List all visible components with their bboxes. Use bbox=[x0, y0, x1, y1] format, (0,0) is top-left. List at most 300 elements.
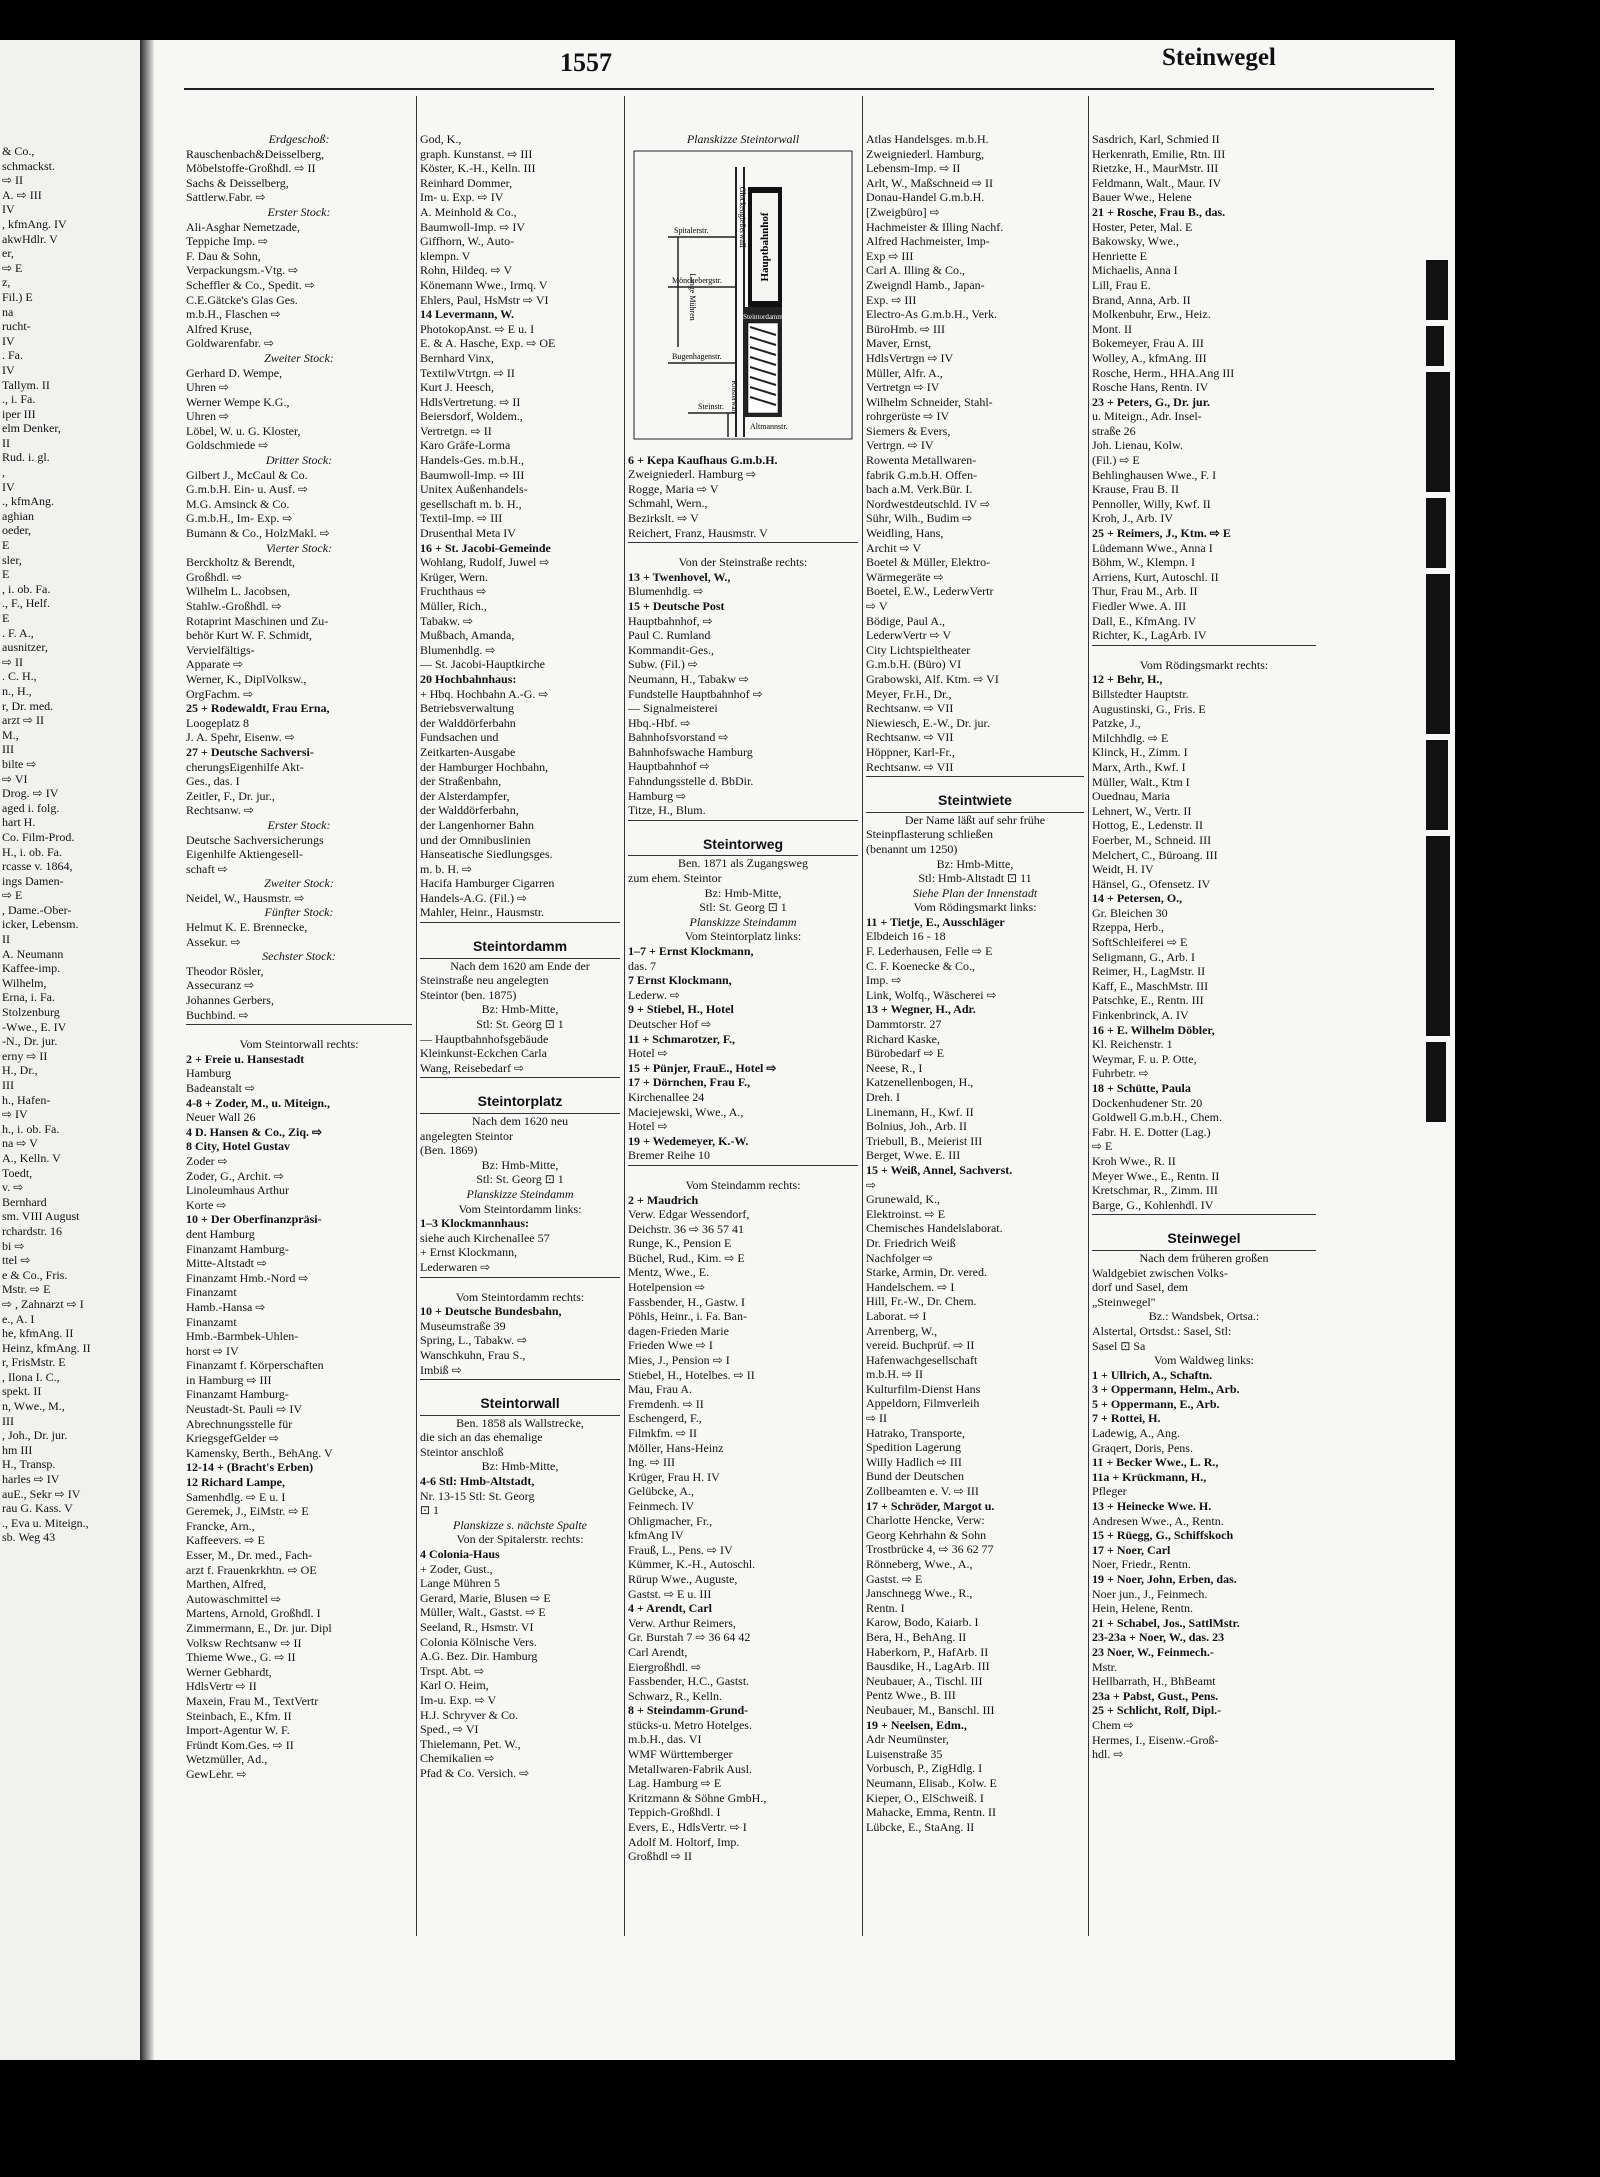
previous-page-line: Rud. i. gl. bbox=[2, 450, 50, 465]
directory-entry: Import-Agentur W. F. bbox=[186, 1723, 290, 1738]
directory-entry: gesellschaft m. b. H., bbox=[420, 496, 522, 511]
directory-entry: 11 + Tietje, E., Ausschläger bbox=[866, 914, 1005, 929]
directory-entry: Rietzke, H., MaurMstr. III bbox=[1092, 161, 1219, 176]
previous-page-line: E bbox=[2, 538, 10, 553]
directory-entry: Büchel, Rud., Kim. ⇨ E bbox=[628, 1250, 745, 1265]
directory-entry: Trostbrücke 4, ⇨ 36 62 77 bbox=[866, 1542, 994, 1557]
previous-page-line: ausnitzer, bbox=[2, 640, 48, 655]
street-heading: Steintorwall bbox=[420, 1392, 620, 1416]
directory-entry: Titze, H., Blum. bbox=[628, 803, 706, 818]
directory-entry: Theodor Rösler, bbox=[186, 963, 264, 978]
previous-page-line: M., bbox=[2, 727, 19, 742]
directory-entry: Reichert, Franz, Hausmstr. V bbox=[628, 525, 768, 540]
previous-page-line: H., i. ob. Fa. bbox=[2, 844, 62, 859]
directory-entry: Gastst. ⇨ E bbox=[866, 1571, 923, 1586]
directory-entry: Schmahl, Wern., bbox=[628, 496, 708, 511]
previous-page-line: ttel ⇨ bbox=[2, 1253, 31, 1268]
scan-border-top bbox=[0, 0, 1455, 40]
directory-entry: Loogeplatz 8 bbox=[186, 715, 249, 730]
directory-entry: Laborat. ⇨ I bbox=[866, 1308, 927, 1323]
directory-entry: Metallwaren-Fabrik Ausl. bbox=[628, 1761, 752, 1776]
directory-entry: 12 + Behr, H., bbox=[1092, 672, 1163, 687]
previous-page-line: sm. VIII August bbox=[2, 1209, 80, 1224]
directory-entry: Barge, G., Kohlenhdl. IV bbox=[1092, 1197, 1214, 1212]
directory-entry: Kretschmar, R., Zimm. III bbox=[1092, 1183, 1218, 1198]
directory-entry: Grunewald, K., bbox=[866, 1192, 940, 1207]
directory-entry: 8 + Steindamm-Grund- bbox=[628, 1703, 749, 1718]
directory-entry: Hellbarrath, H., BhBeamt bbox=[1092, 1674, 1216, 1689]
directory-entry: Patschke, E., Rentn. III bbox=[1092, 993, 1204, 1008]
directory-entry: Bezirkslt. ⇨ V bbox=[628, 510, 699, 525]
directory-entry: arzt f. Frauenkrkhtn. ⇨ OE bbox=[186, 1562, 317, 1577]
previous-page-line: Toedt, bbox=[2, 1165, 33, 1180]
directory-entry: 1 + Ullrich, A., Schaftn. bbox=[1092, 1367, 1213, 1382]
directory-entry: Bz.: Wandsbek, Ortsa.: bbox=[1148, 1309, 1260, 1324]
previous-page-line: III bbox=[2, 742, 14, 757]
directory-entry: Vom Steintorwall rechts: bbox=[239, 1037, 359, 1052]
section-rule bbox=[628, 820, 858, 831]
directory-entry: Weymar, F. u. P. Otte, bbox=[1092, 1051, 1197, 1066]
previous-page-line: iper III bbox=[2, 406, 36, 421]
directory-entry: Gelübcke, A., bbox=[628, 1484, 694, 1499]
directory-entry: 12-14 + (Bracht's Erben) bbox=[186, 1460, 314, 1475]
directory-entry: Krüger, Frau H. IV bbox=[628, 1469, 720, 1484]
directory-entry: m. b. H. ⇨ bbox=[420, 861, 473, 876]
directory-entry: 23 Noer, W., Feinmech.- bbox=[1092, 1644, 1214, 1659]
directory-entry: Gr. Bleichen 30 bbox=[1092, 905, 1168, 920]
directory-entry: Finanzamt bbox=[186, 1285, 237, 1300]
directory-entry: Neumann, Elisab., Kolw. E bbox=[866, 1775, 997, 1790]
directory-entry: Assecuranz ⇨ bbox=[186, 978, 255, 993]
directory-entry: Sechster Stock: bbox=[262, 949, 336, 964]
directory-entry: (benannt um 1250) bbox=[866, 841, 958, 856]
directory-entry: 25 + Reimers, J., Ktm. ⇨ E bbox=[1092, 526, 1231, 541]
directory-entry: Pöhls, Heinr., i. Fa. Ban- bbox=[628, 1309, 747, 1324]
directory-entry: 21 + Schabel, Jos., SattlMstr. bbox=[1092, 1615, 1240, 1630]
directory-entry: Kieper, O., ElSchweiß. I bbox=[866, 1790, 984, 1805]
directory-entry: Ohligmacher, Fr., bbox=[628, 1513, 713, 1528]
directory-entry: Vom Steintordamm rechts: bbox=[455, 1289, 585, 1304]
directory-entry: Wang, Reisebedarf ⇨ bbox=[420, 1060, 525, 1075]
directory-entry: Planskizze s. nächste Spalte bbox=[453, 1517, 587, 1532]
previous-page-line: he, kfmAng. II bbox=[2, 1326, 74, 1341]
directory-entry: Bahnhofsvorstand ⇨ bbox=[628, 730, 729, 745]
directory-entry: Brand, Anna, Arb. II bbox=[1092, 292, 1191, 307]
directory-entry: Wanschkuhn, Frau S., bbox=[420, 1347, 526, 1362]
directory-entry: Wohlang, Rudolf, Juwel ⇨ bbox=[420, 555, 550, 570]
directory-entry: Teppiche Imp. ⇨ bbox=[186, 234, 269, 249]
previous-page-line: v. ⇨ bbox=[2, 1180, 24, 1195]
directory-entry: Ladewig, A., Ang. bbox=[1092, 1426, 1180, 1441]
directory-entry: Melchert, C., Büroang. III bbox=[1092, 847, 1218, 862]
directory-entry: 6 + Kepa Kaufhaus G.m.b.H. bbox=[628, 452, 778, 467]
directory-entry: Seligmann, G., Arb. I bbox=[1092, 949, 1195, 964]
directory-entry: 18 + Schütte, Paula bbox=[1092, 1081, 1191, 1095]
previous-page-line: , Dame.-Ober- bbox=[2, 902, 72, 917]
directory-entry: Rosche Hans, Rentn. IV bbox=[1092, 380, 1209, 395]
directory-entry: behör Kurt W. F. Schmidt, bbox=[186, 628, 313, 643]
street-heading: Steintordamm bbox=[420, 935, 620, 959]
directory-entry: Boetel & Müller, Elektro- bbox=[866, 555, 991, 570]
previous-page-line: E bbox=[2, 567, 10, 582]
directory-entry: Hotel ⇨ bbox=[628, 1046, 668, 1061]
directory-entry: 21 + Rosche, Frau B., das. bbox=[1092, 204, 1226, 219]
previous-page-line: ⇨ E bbox=[2, 260, 23, 275]
directory-entry: 2 + Freie u. Hansestadt bbox=[186, 1051, 305, 1066]
previous-page-line: arzt ⇨ II bbox=[2, 713, 45, 728]
directory-entry: 8 City, Hotel Gustav bbox=[186, 1139, 290, 1154]
previous-page-line: ings Damen- bbox=[2, 873, 64, 888]
directory-entry: Textil-Imp. ⇨ III bbox=[420, 511, 503, 526]
directory-entry: Katzenellenbogen, H., bbox=[866, 1075, 974, 1090]
directory-entry: Paul C. Rumland bbox=[628, 628, 711, 643]
directory-entry: Kroh, J., Arb. IV bbox=[1092, 511, 1173, 526]
directory-entry: Kl. Reichenstr. 1 bbox=[1092, 1037, 1173, 1052]
directory-entry: Zollbeamten e. V. ⇨ III bbox=[866, 1484, 979, 1499]
directory-entry: 1–7 + Ernst Klockmann, bbox=[628, 944, 754, 958]
directory-entry: 10 + Deutsche Bundesbahn, bbox=[420, 1304, 562, 1319]
previous-page-line: ., F., Helf. bbox=[2, 596, 51, 611]
directory-entry: Thielemann, Pet. W., bbox=[420, 1736, 521, 1751]
section-rule bbox=[186, 1024, 412, 1035]
directory-entry: Wilhelm Schneider, Stahl- bbox=[866, 394, 993, 409]
directory-entry: vereid. Buchprüf. ⇨ II bbox=[866, 1338, 975, 1353]
directory-entry: Maver, Ernst, bbox=[866, 336, 932, 351]
directory-entry: Lag. Hamburg ⇨ E bbox=[628, 1776, 722, 1791]
directory-entry: Im- u. Exp. ⇨ IV bbox=[420, 190, 504, 205]
directory-entry: Mies, J., Pension ⇨ I bbox=[628, 1353, 730, 1368]
directory-entry: Pentz Wwe., B. III bbox=[866, 1688, 956, 1703]
directory-entry: Kritzmann & Söhne GmbH., bbox=[628, 1790, 767, 1805]
directory-entry: das. 7 bbox=[628, 958, 656, 973]
directory-entry: Nordwestdeutschld. IV ⇨ bbox=[866, 496, 991, 511]
directory-entry: A.G. Bez. Dir. Hamburg bbox=[420, 1649, 538, 1664]
directory-entry: Im-u. Exp. ⇨ V bbox=[420, 1692, 497, 1707]
previous-page-line: III bbox=[2, 1413, 14, 1428]
directory-entry: ⇨ bbox=[866, 1177, 877, 1192]
directory-entry: Bz: Hmb-Mitte, bbox=[936, 856, 1014, 871]
previous-page-line: II bbox=[2, 932, 10, 947]
section-rule bbox=[420, 1379, 620, 1390]
directory-entry: fabrik G.m.b.H. Offen- bbox=[866, 467, 978, 482]
previous-page-line: oeder, bbox=[2, 523, 32, 538]
directory-entry: A. Meinhold & Co., bbox=[420, 204, 517, 219]
directory-entry: Gerhard D. Wempe, bbox=[186, 365, 283, 380]
directory-entry: Abrechnungsstelle für bbox=[186, 1416, 293, 1431]
previous-page-line: Tallym. II bbox=[2, 377, 50, 392]
directory-entry: Graqert, Doris, Pens. bbox=[1092, 1440, 1193, 1455]
map-label-steintordamm: Steintordamm bbox=[743, 312, 783, 321]
directory-entry: Vertretgn ⇨ IV bbox=[866, 380, 940, 395]
directory-entry: Fuhrbetr. ⇨ bbox=[1092, 1066, 1149, 1081]
directory-entry: Dammtorstr. 27 bbox=[866, 1017, 942, 1032]
directory-entry: Stahlw.-Großhdl. ⇨ bbox=[186, 599, 282, 613]
directory-entry: Fiedler Wwe. A. III bbox=[1092, 599, 1187, 613]
street-heading: Steintorweg bbox=[628, 833, 858, 857]
directory-entry: Finkenbrinck, A. IV bbox=[1092, 1008, 1189, 1023]
directory-entry: Der Name läßt auf sehr frühe bbox=[904, 812, 1046, 827]
directory-entry: Verpackungsm.-Vtg. ⇨ bbox=[186, 263, 299, 278]
directory-entry: Augustinski, G., Fris. E bbox=[1092, 701, 1206, 716]
directory-entry: Thur, Frau M., Arb. II bbox=[1092, 584, 1198, 599]
directory-entry: Hänsel, G., Ofensetz. IV bbox=[1092, 876, 1211, 891]
directory-entry: Arriens, Kurt, Autoschl. II bbox=[1092, 569, 1219, 584]
directory-entry: C. F. Koenecke & Co., bbox=[866, 958, 976, 973]
directory-entry: [Zweigbüro] ⇨ bbox=[866, 204, 940, 219]
previous-page-line: e., A. I bbox=[2, 1311, 35, 1326]
previous-page-line: -Wwe., E. IV bbox=[2, 1019, 67, 1034]
directory-entry: in Hamburg ⇨ III bbox=[186, 1372, 272, 1387]
directory-entry: Verw. Arthur Reimers, bbox=[628, 1615, 736, 1630]
directory-entry: Erdgeschoß: bbox=[268, 132, 330, 146]
directory-entry: Museumstraße 39 bbox=[420, 1318, 506, 1333]
previous-page-line: e & Co., Fris. bbox=[2, 1267, 68, 1282]
directory-entry: Rechtsanw. ⇨ VII bbox=[866, 730, 954, 745]
directory-entry: Fruchthaus ⇨ bbox=[420, 584, 487, 599]
directory-entry: Haberkorn, P., HafArb. II bbox=[866, 1644, 989, 1659]
directory-entry: Stl: Hmb-Altstadt ⊡ 11 bbox=[918, 871, 1032, 886]
directory-entry: Sachs & Deisselberg, bbox=[186, 175, 289, 190]
directory-entry: Sasel ⊡ Sa bbox=[1092, 1338, 1146, 1353]
directory-entry: Willy Hadlich ⇨ III bbox=[866, 1454, 962, 1469]
directory-entry: Mußbach, Amanda, bbox=[420, 628, 515, 643]
directory-entry: Electro-As G.m.b.H., Verk. bbox=[866, 307, 998, 322]
previous-page-line: n., H., bbox=[2, 683, 32, 698]
directory-entry: 23a + Pabst, Gust., Pens. bbox=[1092, 1688, 1219, 1703]
directory-entry: 4 + Arendt, Carl bbox=[628, 1601, 712, 1616]
directory-entry: 4-6 Stl: Hmb-Altstadt, bbox=[420, 1474, 535, 1489]
previous-page-line: harles ⇨ IV bbox=[2, 1472, 60, 1487]
previous-page-line: A., Kelln. V bbox=[2, 1150, 61, 1165]
directory-entry: Neumann, H., Tabakw ⇨ bbox=[628, 671, 749, 686]
directory-entry: 15 + Deutsche Post bbox=[628, 598, 725, 613]
directory-entry: Nach dem 1620 neu bbox=[471, 1114, 569, 1128]
directory-entry: Fassbender, H., Gastw. I bbox=[628, 1294, 746, 1309]
directory-entry: Kurt J. Heesch, bbox=[420, 380, 494, 395]
directory-entry: Planskizze Steindamm bbox=[466, 1186, 574, 1201]
previous-page-line: rchardstr. 16 bbox=[2, 1223, 62, 1238]
directory-entry: Verw. Edgar Wessendorf, bbox=[628, 1207, 750, 1222]
previous-page-line: & Co., bbox=[2, 144, 35, 158]
directory-entry: Vom Steindamm rechts: bbox=[685, 1177, 801, 1192]
directory-entry: Rönneberg, Wwe., A., bbox=[866, 1557, 973, 1571]
map-label-altmannstr: Altmannstr. bbox=[750, 421, 788, 431]
directory-entry: Hottog, E., Ledenstr. II bbox=[1092, 818, 1203, 833]
directory-entry: Sattlerw.Fabr. ⇨ bbox=[186, 190, 266, 205]
previous-page-line: A. Neumann bbox=[2, 946, 64, 961]
directory-entry: Carl Arendt, bbox=[628, 1644, 688, 1659]
column-3-text bbox=[628, 453, 858, 1864]
previous-page-line: , Ilona I. C., bbox=[2, 1369, 60, 1384]
directory-entry: Mstr. bbox=[1092, 1659, 1118, 1674]
directory-entry: Stl: St. Georg ⊡ 1 bbox=[699, 900, 787, 915]
column-divider bbox=[416, 96, 417, 1936]
directory-entry: Wärmegeräte ⇨ bbox=[866, 569, 944, 584]
directory-entry: Möbelstoffe-Großhdl. ⇨ II bbox=[186, 161, 316, 176]
previous-page-line: ⇨ E bbox=[2, 888, 23, 903]
directory-entry: siehe auch Kirchenallee 57 bbox=[420, 1230, 550, 1245]
directory-entry: Maxein, Frau M., TextVertr bbox=[186, 1693, 319, 1708]
directory-entry: Ges., das. I bbox=[186, 774, 240, 789]
directory-entry: Fassbender, H.C., Gastst. bbox=[628, 1674, 750, 1689]
directory-entry: Müller, Walt., Ktm I bbox=[1092, 774, 1190, 789]
directory-entry: Linemann, H., Kwf. II bbox=[866, 1104, 974, 1119]
directory-entry: Kaff, E., MaschMstr. III bbox=[1092, 978, 1209, 993]
previous-page-line: ⇨ IV bbox=[2, 1107, 28, 1122]
directory-entry: Vom Steintordamm links: bbox=[458, 1201, 582, 1216]
directory-entry: Steinbach, E., Kfm. II bbox=[186, 1708, 292, 1723]
directory-entry: Carl A. Illing & Co., bbox=[866, 263, 965, 278]
directory-entry: 25 + Schlicht, Rolf, Dipl.- bbox=[1092, 1703, 1222, 1718]
directory-entry: Starke, Armin, Dr. vered. bbox=[866, 1265, 987, 1280]
directory-entry: Beiersdorf, Woldem., bbox=[420, 409, 523, 424]
previous-page-line: Wilhelm, bbox=[2, 975, 47, 990]
directory-entry: Alstertal, Ortsdst.: Sasel, Stl: bbox=[1092, 1323, 1232, 1338]
directory-entry: Drusenthal Meta IV bbox=[420, 526, 516, 541]
directory-entry: Marx, Arth., Kwf. I bbox=[1092, 759, 1186, 774]
directory-entry: die sich an das ehemalige bbox=[420, 1430, 543, 1445]
directory-entry: Fremdenh. ⇨ II bbox=[628, 1396, 704, 1411]
directory-entry: Müller, Rich., bbox=[420, 599, 487, 613]
directory-entry: Martens, Arnold, Großhdl. I bbox=[186, 1606, 321, 1621]
previous-page-line: Bernhard bbox=[2, 1194, 47, 1209]
directory-entry: Unitex Außenhandels- bbox=[420, 482, 528, 497]
directory-entry: Kümmer, K.-H., Autoschl. bbox=[628, 1557, 756, 1572]
directory-entry: Kirchenallee 24 bbox=[628, 1089, 705, 1104]
map-label-hauptbahnhof: Hauptbahnhof bbox=[759, 212, 771, 282]
previous-page-line: ⇨ , Zahnarzt ⇨ I bbox=[2, 1296, 84, 1311]
directory-entry: Adr Neumünster, bbox=[866, 1732, 949, 1747]
directory-entry: Bz: Hmb-Mitte, bbox=[704, 885, 782, 900]
directory-entry: Bz: Hmb-Mitte, bbox=[481, 1459, 559, 1474]
directory-entry: Maciejewski, Wwe., A., bbox=[628, 1104, 744, 1119]
previous-page-line: E bbox=[2, 611, 10, 625]
directory-entry: Mahacke, Emma, Rentn. II bbox=[866, 1805, 996, 1820]
directory-entry: 11a + Krückmann, H., bbox=[1092, 1469, 1207, 1484]
directory-entry: Gastst. ⇨ E u. III bbox=[628, 1586, 712, 1601]
directory-entry: Steinpflasterung schließen bbox=[866, 827, 993, 842]
directory-entry: Bausdike, H., LagArb. III bbox=[866, 1659, 990, 1674]
directory-entry: City Lichtspieltheater bbox=[866, 642, 971, 657]
directory-entry: 7 + Rottei, H. bbox=[1092, 1411, 1161, 1426]
directory-entry: bach a.M. Verk.Bür. I. bbox=[866, 482, 973, 497]
directory-entry: Runge, K., Pension E bbox=[628, 1236, 732, 1251]
previous-page-line: , i. ob. Fa. bbox=[2, 581, 51, 596]
section-rule bbox=[628, 542, 858, 553]
directory-entry: zum ehem. Steintor bbox=[628, 871, 722, 886]
previous-page-line: er, bbox=[2, 246, 14, 261]
directory-entry: Stiebel, H., Hotelbes. ⇨ II bbox=[628, 1367, 755, 1382]
directory-entry: F. Dau & Sohn, bbox=[186, 248, 261, 263]
directory-entry: Zweigndl Hamb., Japan- bbox=[866, 277, 985, 292]
directory-entry: 4-8 + Zoder, M., u. Miteign., bbox=[186, 1095, 331, 1110]
directory-entry: Hamburg ⇨ bbox=[628, 788, 687, 803]
previous-page-line: schmackst. bbox=[2, 158, 55, 173]
directory-entry: Janschnegg Wwe., R., bbox=[866, 1586, 973, 1601]
directory-entry: der Langenhorner Bahn bbox=[420, 817, 534, 832]
directory-entry: graph. Kunstanst. ⇨ III bbox=[420, 146, 533, 161]
directory-entry: Bolnius, Joh., Arb. II bbox=[866, 1119, 968, 1134]
directory-entry: Hotelpension ⇨ bbox=[628, 1280, 706, 1295]
directory-entry: kfmAng IV bbox=[628, 1528, 684, 1543]
previous-page-line: Heinz, kfmAng. II bbox=[2, 1340, 91, 1355]
directory-entry: SoftSchleiferei ⇨ E bbox=[1092, 935, 1188, 950]
directory-entry: 20 Hochbahnhaus: bbox=[420, 671, 517, 686]
directory-entry: BüroHmb. ⇨ III bbox=[866, 321, 946, 336]
directory-entry: Lederw. ⇨ bbox=[628, 987, 680, 1002]
directory-entry: Hmb.-Barmbek-Uhlen- bbox=[186, 1329, 299, 1344]
directory-entry: Vorbusch, P., ZigHdlg. I bbox=[866, 1761, 983, 1776]
directory-entry: „Steinwegel" bbox=[1092, 1294, 1156, 1309]
map-label-bugenhagenstr: Bugenhagenstr. bbox=[672, 351, 722, 361]
directory-entry: 2 + Maudrich bbox=[628, 1192, 699, 1207]
directory-entry: dent Hamburg bbox=[186, 1226, 255, 1241]
directory-entry: Reinhard Dommer, bbox=[420, 175, 513, 190]
page-number: 1557 bbox=[560, 48, 612, 77]
directory-entry: Wilhelm L. Jacobsen, bbox=[186, 584, 291, 599]
directory-entry: — Signalmeisterei bbox=[628, 701, 718, 716]
directory-entry: + Hbq. Hochbahn A.-G. ⇨ bbox=[420, 686, 549, 701]
directory-entry: 14 + Petersen, O., bbox=[1092, 891, 1183, 906]
directory-entry: Fahndungsstelle d. BbDir. bbox=[628, 774, 754, 789]
previous-page-line: erny ⇨ II bbox=[2, 1048, 48, 1063]
directory-entry: Giffhorn, W., Auto- bbox=[420, 234, 515, 249]
directory-entry: Mont. II bbox=[1092, 321, 1132, 336]
directory-entry: Atlas Handelsges. m.b.H. bbox=[866, 132, 989, 146]
directory-entry: 19 + Neelsen, Edm., bbox=[866, 1717, 967, 1732]
previous-page-line: . C. H., bbox=[2, 669, 37, 684]
directory-entry: cherungsEigenhilfe Akt- bbox=[186, 759, 304, 774]
directory-entry: 15 + Weiß, Annel, Sachverst. bbox=[866, 1162, 1013, 1177]
directory-entry: GewLehr. ⇨ bbox=[186, 1766, 247, 1781]
directory-entry: Imp. ⇨ bbox=[866, 973, 902, 988]
directory-entry: ⇨ E bbox=[1092, 1139, 1113, 1154]
directory-entry: Zoder ⇨ bbox=[186, 1153, 228, 1168]
street-heading: Steintwiete bbox=[866, 789, 1084, 813]
directory-entry: horst ⇨ IV bbox=[186, 1343, 239, 1358]
directory-entry: klempn. V bbox=[420, 248, 471, 263]
directory-entry: 23-23a + Noer, W., das. 23 bbox=[1092, 1630, 1225, 1645]
directory-entry: Vom Rödingsmarkt rechts: bbox=[1139, 657, 1269, 672]
directory-entry: straße 26 bbox=[1092, 423, 1136, 438]
directory-entry: Berckholtz & Berendt, bbox=[186, 555, 295, 570]
directory-entry: Vom Steintorplatz links: bbox=[684, 929, 802, 944]
directory-entry: Krause, Frau B. II bbox=[1092, 482, 1179, 497]
directory-entry: Bz: Hmb-Mitte, bbox=[481, 1002, 559, 1017]
directory-entry: 27 + Deutsche Sachversi- bbox=[186, 744, 314, 759]
directory-entry: Rotaprint Maschinen und Zu- bbox=[186, 613, 329, 628]
previous-page-line: Stolzenburg bbox=[2, 1005, 60, 1020]
directory-entry: Hauptbahnhof ⇨ bbox=[628, 759, 710, 774]
directory-entry: Hatrako, Transporte, bbox=[866, 1425, 965, 1440]
directory-entry: Rentn. I bbox=[866, 1600, 905, 1615]
previous-page-line: , bbox=[2, 465, 5, 480]
directory-entry: Niewiesch, E.-W., Dr. jur. bbox=[866, 715, 990, 730]
directory-entry: HdlsVertrgn ⇨ IV bbox=[866, 350, 954, 365]
directory-entry: Exp ⇨ III bbox=[866, 248, 914, 263]
directory-entry: Zeitler, F., Dr. jur., bbox=[186, 788, 275, 803]
map-label-lange-muehren: Lange Mühren bbox=[688, 272, 697, 321]
directory-entry: 12 Richard Lampe, bbox=[186, 1475, 285, 1490]
directory-entry: Bahnhofswache Hamburg bbox=[628, 744, 753, 759]
directory-entry: Francke, Arn., bbox=[186, 1518, 255, 1533]
directory-entry: Filmkfm. ⇨ II bbox=[628, 1426, 698, 1440]
directory-entry: Dr. Friedrich Weiß bbox=[866, 1235, 956, 1250]
directory-entry: ⇨ V bbox=[866, 599, 888, 613]
directory-entry: Hacifa Hamburger Cigarren bbox=[420, 876, 555, 891]
directory-entry: Bernhard Vinx, bbox=[420, 350, 494, 365]
directory-entry: Bumann & Co., HolzMakl. ⇨ bbox=[186, 526, 330, 541]
